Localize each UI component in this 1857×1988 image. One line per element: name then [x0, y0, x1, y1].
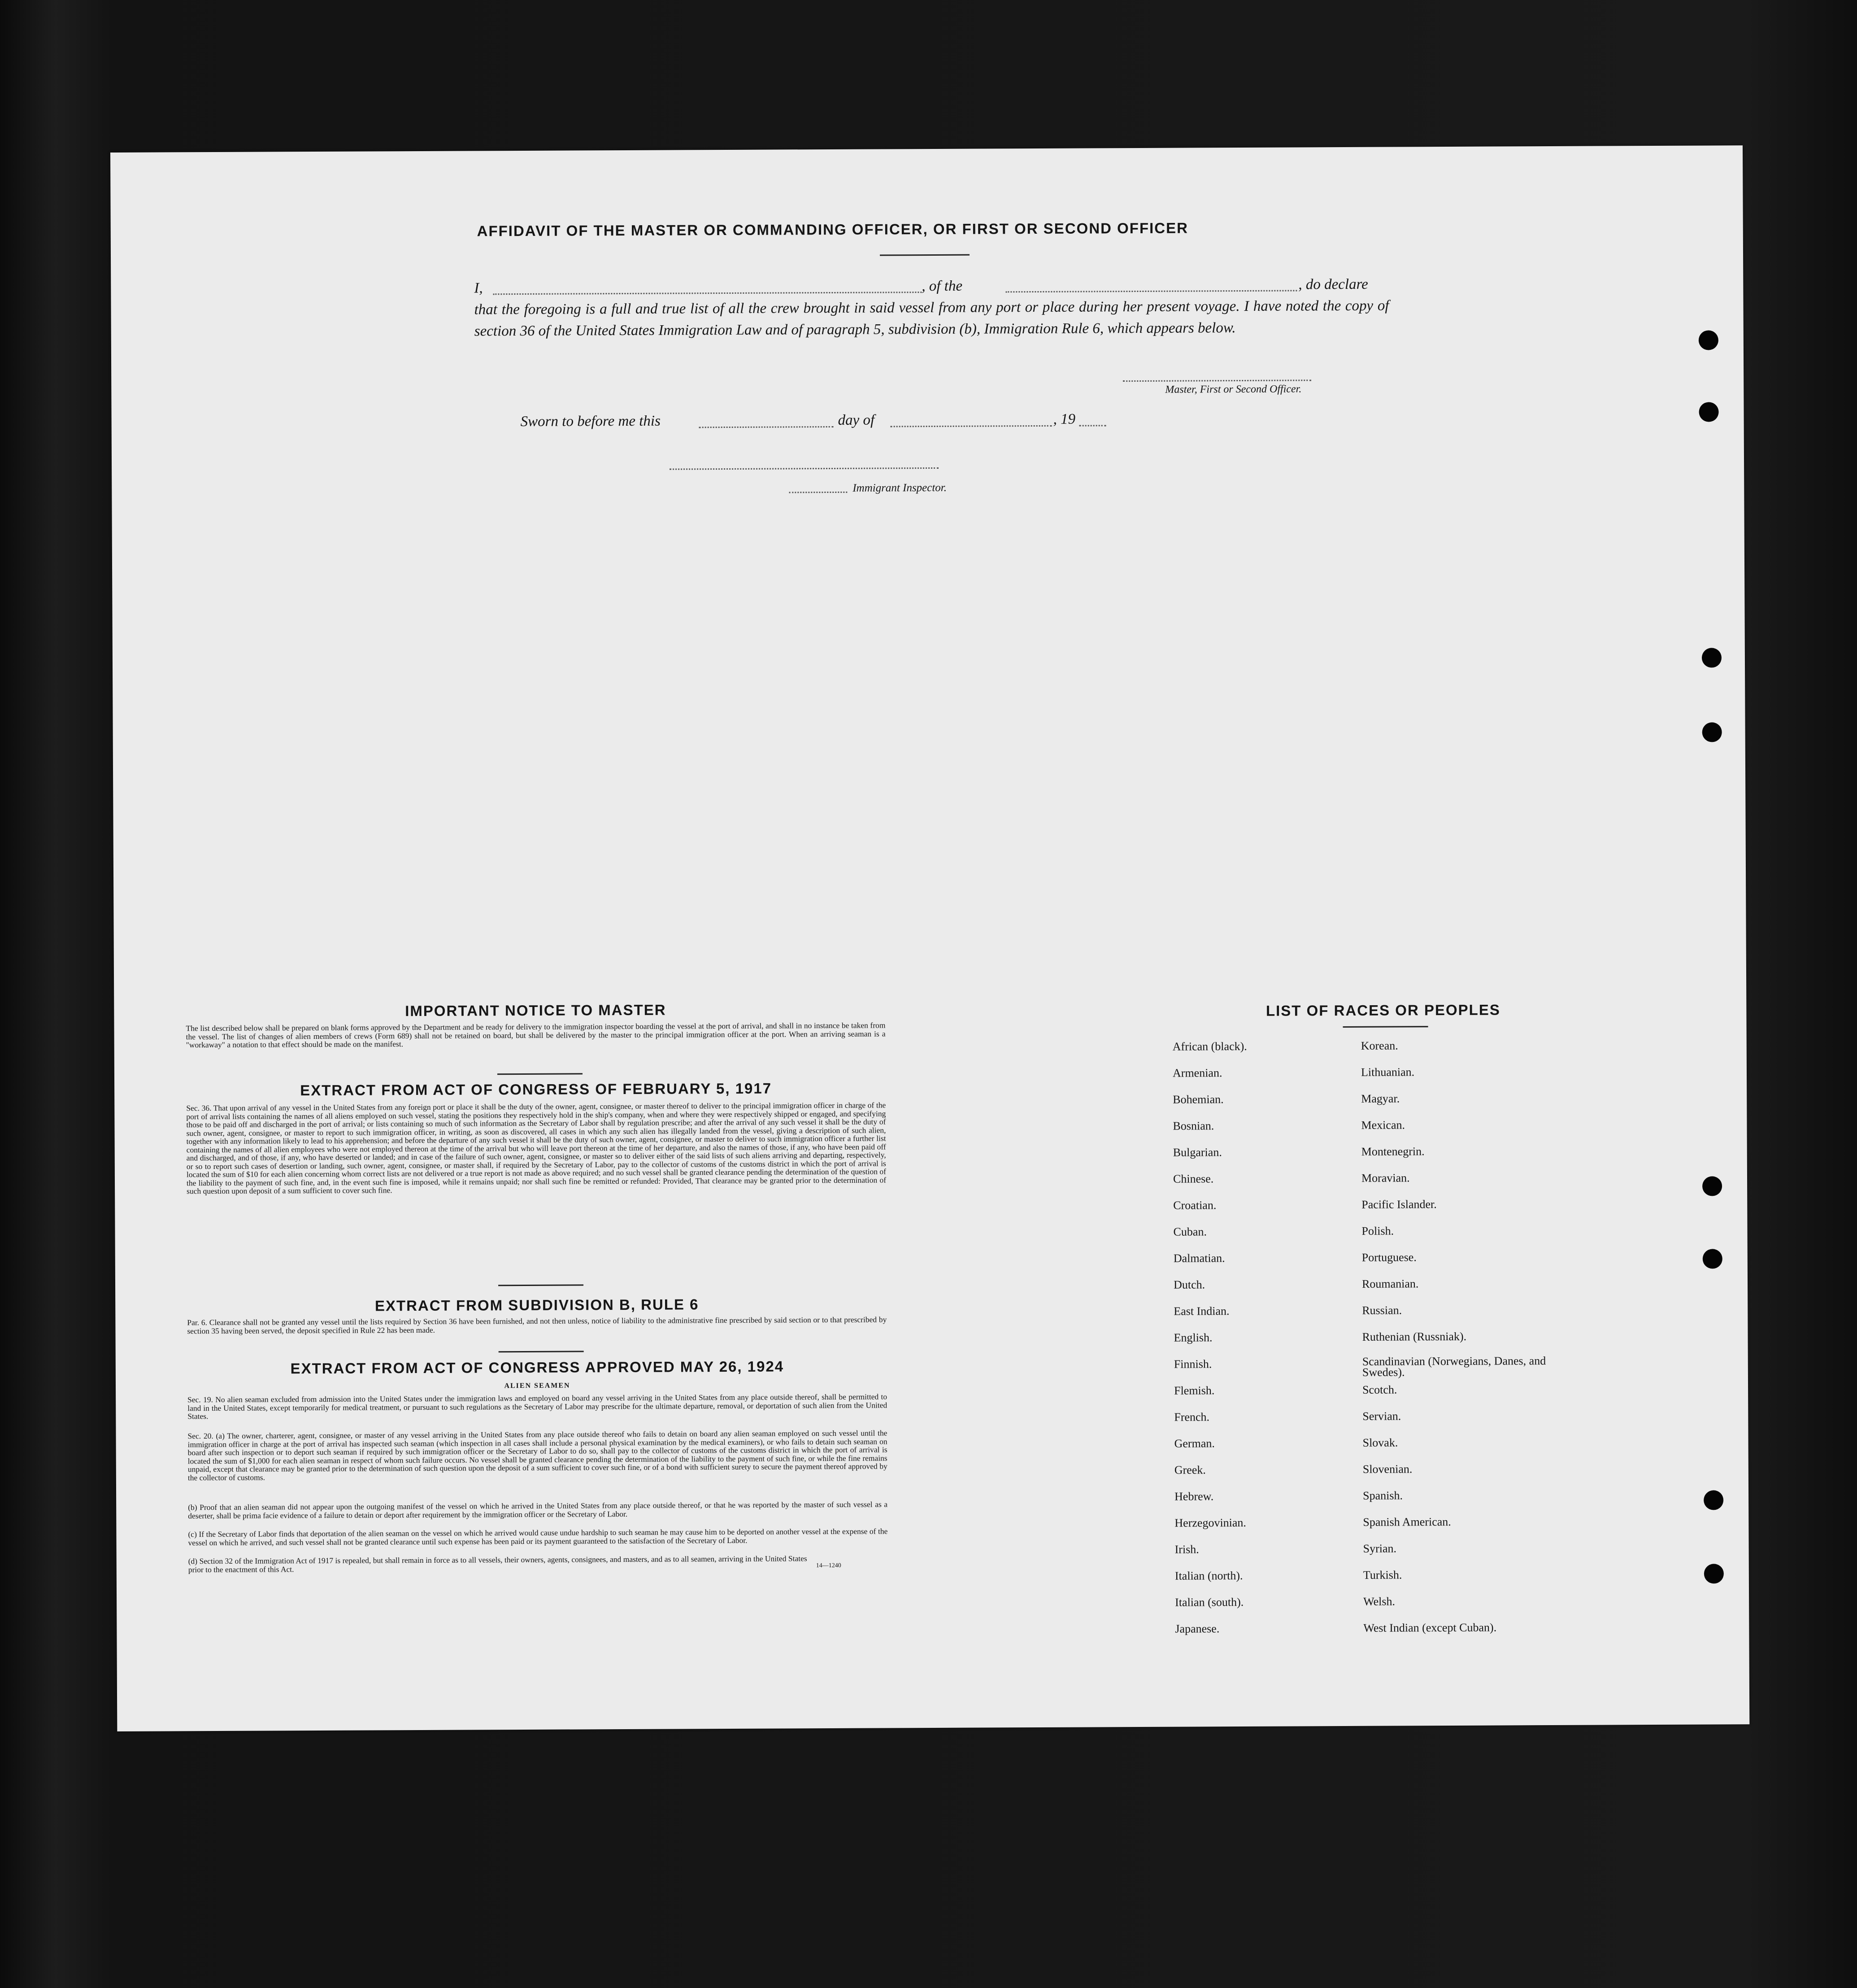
race-item: Moravian.: [1361, 1171, 1410, 1185]
race-item: Dalmatian.: [1173, 1251, 1225, 1265]
race-item: Japanese.: [1175, 1622, 1220, 1635]
punch-hole: [1702, 648, 1722, 667]
race-item: Korean.: [1361, 1039, 1398, 1052]
race-item: English.: [1174, 1331, 1213, 1344]
races-right-column: [1361, 1038, 1552, 1648]
sec-20b-paragraph: (b) Proof that an alien seaman did not appear upon the outgoing manifest of the vessel on which he arrived in the United States from any place outside thereof, or that he was reported by the master of such vessel as a deserter, shall be prima facie evidence of a failure to detain or deport after requirement by the immigration officer or the Secretary of Labor.: [188, 1500, 888, 1520]
race-item: Polish.: [1361, 1224, 1394, 1238]
sworn-year-blank[interactable]: [1079, 425, 1106, 426]
inspector-caption: Immigrant Inspector.: [852, 481, 947, 494]
race-item: Herzegovinian.: [1174, 1516, 1246, 1530]
punch-hole: [1704, 1490, 1723, 1510]
race-item: Greek.: [1174, 1463, 1206, 1477]
extract-1917-title: EXTRACT FROM ACT OF CONGRESS OF FEBRUARY 5, 1917: [300, 1080, 772, 1099]
race-item: Croatian.: [1173, 1199, 1217, 1212]
race-item: Turkish.: [1363, 1568, 1402, 1582]
race-item: Hebrew.: [1174, 1490, 1214, 1503]
race-item: Roumanian.: [1361, 1277, 1419, 1290]
races-left-column: [1173, 1039, 1355, 1648]
race-item: Slovenian.: [1362, 1462, 1413, 1476]
race-item: Ruthenian (Russniak).: [1362, 1330, 1467, 1343]
race-item: Scotch.: [1362, 1383, 1397, 1396]
race-item: Italian (south).: [1175, 1596, 1244, 1609]
race-item: Flemish.: [1174, 1384, 1215, 1397]
race-item: West Indian (except Cuban).: [1363, 1621, 1497, 1635]
sec-20a-paragraph: Sec. 20. (a) The owner, charterer, agent, consignee, or master of any vessel arriving in the United States from any place outside thereof who fails to detain on board any alien seaman employed on such vessel until the immigration officer in charge at the port of arrival has inspected such seaman (which inspection in all cases shall include a personal physical examination by the medical examiners), or who fails to detain such seaman on board after such inspection or to deport such seaman if required by such immigration officer or the Secretary of Labor to do so, shall pay to the collector of customs of the customs district in which the port of arrival is located the sum of $1,000 for each alien seaman in respect of whom such failure occurs. No vessel shall be granted clearance pending the determination of the liability to the payment of such fine, or while the fine remains unpaid, except that clearance may be granted prior to the determination of such question upon the deposit of a sum sufficient to cover such fine, or of a bond with sufficient surety to secure the payment thereof approved by the collector of customs.: [187, 1428, 887, 1482]
notice-title: IMPORTANT NOTICE TO MASTER: [405, 1001, 666, 1020]
race-item: Dutch.: [1173, 1278, 1205, 1291]
sec-20d-paragraph: (d) Section 32 of the Immigration Act of 1917 is repealed, but shall remain in force as to all vessels, their owners, agents, consignees, and masters, and as to all seamen, arriving in the United States prior to the enactment of this Act.: [188, 1554, 807, 1574]
inspector-dots: [789, 492, 847, 493]
extract-1924-title: EXTRACT FROM ACT OF CONGRESS APPROVED MAY 26, 1924: [290, 1358, 784, 1377]
race-item: East Indian.: [1174, 1304, 1230, 1318]
race-item: Pacific Islander.: [1361, 1198, 1437, 1211]
races-divider: [1343, 1026, 1428, 1028]
officer-signature-line[interactable]: [1123, 379, 1311, 382]
affidavit-of-the: , of the: [922, 278, 963, 295]
race-item: Bohemian.: [1173, 1093, 1224, 1106]
race-item: Irish.: [1174, 1543, 1199, 1556]
notice-body: The list described below shall be prepared on blank forms approved by the Department and be ready for delivery to the immigration inspector boarding the vessel at the port of arrival, and shall in no instance be taken from the vessel. The list of changes of alien members of crews (Form 689) shall not be retained on board, but shall be delivered by the master to the principal immigration officer at the port. When an arriving seaman is a "workaway" a notation to that effect should be made on the manifest.: [186, 1020, 886, 1050]
affidavit-i: I,: [474, 280, 483, 296]
race-item: Finnish.: [1174, 1357, 1212, 1371]
race-item: Spanish American.: [1363, 1515, 1451, 1529]
extract-rule6-divider: [499, 1351, 584, 1352]
race-item: Magyar.: [1361, 1092, 1400, 1105]
race-item: Chinese.: [1173, 1172, 1214, 1186]
sworn-date-blank[interactable]: [699, 426, 834, 428]
sworn-day-of: day of: [838, 412, 875, 428]
race-item: Slovak.: [1362, 1436, 1398, 1449]
race-item: Servian.: [1362, 1409, 1401, 1423]
extract-rule6-body: Par. 6. Clearance shall not be granted any vessel until the lists required by Section 36 have been furnished, and not then unless, notice of liability to the administrative fine prescribed by said section or to that prescribed by section 35 having been served, the deposit specified in Rule 22 has been made.: [187, 1315, 887, 1335]
race-item: Spanish.: [1363, 1489, 1403, 1502]
extract-rule6-title: EXTRACT FROM SUBDIVISION B, RULE 6: [374, 1296, 699, 1314]
races-title: LIST OF RACES OR PEOPLES: [1266, 1001, 1500, 1019]
affidavit-body: that the foregoing is a full and true list of all the crew brought in said vessel from any port or place during her present voyage. I have noted the copy of section 36 of the United States Immigration Law and of paragraph 5, subdivision (b), Immigration Rule 6, which appears below.: [474, 297, 1389, 340]
officer-signature-caption: Master, First or Second Officer.: [1165, 383, 1302, 396]
sworn-prefix: Sworn to before me this: [520, 413, 661, 430]
vessel-blank[interactable]: [1005, 290, 1297, 292]
race-item: Syrian.: [1363, 1542, 1397, 1555]
document-sheet: [110, 145, 1749, 1731]
sworn-month-blank[interactable]: [891, 425, 1052, 427]
race-item: Cuban.: [1173, 1225, 1207, 1238]
punch-hole: [1702, 1176, 1722, 1196]
race-item: Bosnian.: [1173, 1119, 1214, 1133]
form-number: 14—1240: [816, 1562, 841, 1569]
race-item: Italian (north).: [1174, 1569, 1243, 1583]
race-item: Welsh.: [1363, 1595, 1396, 1608]
sec-19-paragraph: Sec. 19. No alien seaman excluded from admission into the United States under the immigration laws and employed on board any vessel arriving in the United States from any place outside thereof, shall be permitted to land in the United States, except temporarily for medical treatment, or pursuant to such regulations as the Secretary of Labor may prescribe for the ultimate departure, removal, or deportation of such alien from the United States.: [187, 1392, 887, 1421]
race-item: Mexican.: [1361, 1118, 1405, 1132]
title-divider: [880, 254, 970, 256]
punch-hole: [1704, 1564, 1724, 1583]
race-item: Portuguese.: [1361, 1251, 1417, 1264]
race-item: French.: [1174, 1410, 1210, 1424]
race-item: German.: [1174, 1437, 1215, 1450]
affidavit-title: AFFIDAVIT OF THE MASTER OR COMMANDING OFFICER, OR FIRST OR SECOND OFFICER: [477, 219, 1189, 240]
punch-hole: [1699, 402, 1718, 422]
punch-hole: [1703, 1249, 1722, 1269]
race-item: African (black).: [1172, 1039, 1247, 1053]
notice-divider: [497, 1073, 583, 1075]
race-item: Montenegrin.: [1361, 1145, 1425, 1158]
sec-20c-paragraph: (c) If the Secretary of Labor finds that deportation of the alien seaman on the vessel on which he arrived would cause undue hardship to such seaman he may cause him to be deported on another vessel at the expense of the vessel on which he arrived, and such vessel shall not be granted clearance until such expense has been paid or its payment guaranteed to the satisfaction of the Secretary of Labor.: [188, 1526, 888, 1547]
extract-1924-subtitle: ALIEN SEAMEN: [504, 1382, 570, 1390]
race-item: Russian.: [1362, 1304, 1402, 1317]
affidavit-do-declare: , do declare: [1298, 276, 1368, 293]
name-blank[interactable]: [493, 292, 922, 295]
race-item: Scandinavian (Norwegians, Danes, and Swedes).: [1362, 1354, 1546, 1379]
sworn-year: , 19: [1053, 411, 1076, 427]
punch-hole: [1699, 330, 1718, 350]
race-item: Bulgarian.: [1173, 1146, 1222, 1159]
extract-1917-body: Sec. 36. That upon arrival of any vessel in the United States from any foreign port or place it shall be the duty of the owner, agent, consignee, or master thereof to deliver to the principal immigration officer in charge of the port of arrival lists containing the names of all aliens employed on such vessel, stating the positions they respectively hold in the ship's company, when and where they were respectively shipped or engaged, and specifying those to be paid off and discharged in the port of arrival; or lists containing so much of such information as the Secretary of Labor shall by regulation prescribe; and after the arrival of any such vessel it shall be the duty of such owner, agent, consignee, or master to report to such immigration officer, in writing, as soon as discovered, all cases in which any such alien has illegally landed from the vessel, giving a description of such alien, together with any information likely to lead to his apprehension; and before the departure of any such vessel it shall be the duty of such owner, agent, consignee, or master to deliver to such immigration officer a further list containing the names of all alien employees who were not employed thereon at the time of the arrival but who will leave port thereon at the time of her departure, and also the names of those, if any, who have been paid off and discharged, and of those, if any, who have deserted or landed; and in case of the failure of such owner, agent, consignee, or master so to deliver either of the said lists of such aliens arriving and departing, respectively, or so to report such cases of desertion or landing, such owner, agent, consignee, or master shall, if required by the Secretary of Labor, pay to the collector of customs of the customs district in which the port of arrival is located the sum of $10 for each alien concerning whom correct lists are not delivered or a true report is not made as above required; and no such vessel shall be granted clearance pending the determination of the question of the liability to the payment of such fine, and, in the event such fine is imposed, while it remains unpaid; nor shall such fine be remitted or refunded: Provided, That clearance may be granted prior to the determination of such question upon deposit of a sum sufficient to cover such fine.: [186, 1100, 887, 1196]
race-item: Armenian.: [1172, 1066, 1222, 1080]
race-item: Lithuanian.: [1361, 1065, 1415, 1079]
extract-1917-divider: [498, 1284, 583, 1286]
inspector-signature-line[interactable]: [670, 467, 939, 470]
punch-hole: [1702, 722, 1722, 742]
